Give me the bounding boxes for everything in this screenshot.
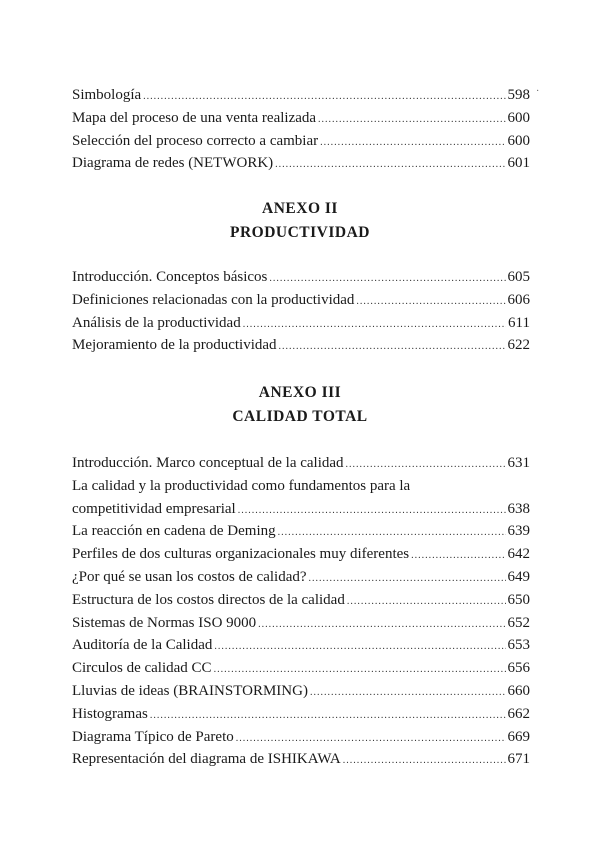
dot-leader: [343, 750, 506, 773]
toc-entry-page: 642: [507, 546, 530, 563]
dot-leader: [275, 154, 505, 177]
dot-leader: [150, 705, 506, 728]
toc-entry-page: 669: [507, 728, 530, 745]
toc-entry-title: Auditoría de la Calidad: [72, 637, 213, 654]
dot-leader: [243, 314, 506, 337]
toc-entry[interactable]: [72, 566, 530, 589]
toc-entry-page: 611: [508, 314, 530, 331]
toc-entry[interactable]: [72, 452, 530, 475]
toc-entry[interactable]: [72, 748, 530, 771]
toc-entry-title: Análisis de la productividad: [72, 314, 241, 331]
dot-leader: [143, 86, 505, 109]
toc-entry-page: 649: [507, 568, 530, 585]
toc-entry[interactable]: [72, 612, 530, 635]
toc-entry-page: 652: [507, 614, 530, 631]
toc-entry-page: 660: [507, 682, 530, 699]
toc-entry[interactable]: [72, 543, 530, 566]
toc-entry-title: Introducción. Marco conceptual de la calidad: [72, 455, 344, 471]
toc-entry-title: Mejoramiento de la productividad: [72, 337, 277, 354]
toc-entry[interactable]: [72, 266, 530, 289]
anexo-3-heading: ANEXO III: [258, 384, 342, 401]
toc-entry[interactable]: [72, 520, 530, 543]
anexo-2-heading: ANEXO II: [262, 200, 338, 217]
toc-entry[interactable]: [72, 703, 530, 726]
dot-leader: [278, 522, 506, 545]
toc-entry[interactable]: [72, 152, 530, 175]
dot-leader: [318, 109, 505, 132]
toc-section-anexo-2: [72, 266, 530, 357]
toc-entry-title: Introducción. Conceptos básicos: [72, 269, 268, 285]
dot-leader: [347, 591, 506, 614]
dot-leader: [214, 636, 505, 659]
toc-entry[interactable]: [72, 726, 530, 749]
toc-entry-title: Diagrama de redes (NETWORK): [72, 155, 274, 172]
toc-entry-page: 622: [507, 337, 530, 354]
toc-entry-title: Definiciones relacionadas con la productividad: [72, 291, 355, 308]
toc-entry[interactable]: [72, 107, 530, 130]
toc-section-top: [72, 84, 530, 175]
toc-entry-continued[interactable]: [72, 475, 530, 498]
toc-entry-title: Lluvias de ideas (BRAINSTORMING): [72, 682, 308, 699]
toc-section-anexo-3: [72, 452, 530, 771]
toc-entry-page: 662: [507, 705, 530, 722]
toc-entry-title: Circulos de calidad CC: [72, 660, 212, 677]
dot-leader: [309, 568, 506, 591]
toc-entry-page: 601: [507, 155, 530, 172]
toc-entry[interactable]: [72, 498, 530, 521]
toc-entry-page: 656: [507, 660, 530, 677]
toc-entry[interactable]: [72, 84, 530, 107]
toc-entry-title: Histogramas: [72, 705, 148, 722]
dot-leader: [238, 500, 506, 523]
toc-entry-title: Diagrama Típico de Pareto: [72, 728, 234, 745]
dot-leader: [320, 132, 505, 155]
toc-entry-title: competitividad empresarial: [72, 500, 236, 517]
toc-entry[interactable]: [72, 312, 530, 335]
toc-entry[interactable]: [72, 657, 530, 680]
toc-entry-page: 631: [507, 455, 530, 471]
dot-leader: [214, 659, 506, 682]
dot-leader: [279, 336, 506, 359]
dot-leader: [258, 614, 505, 637]
dot-leader: [269, 268, 505, 291]
toc-entry-title: Simbología: [72, 87, 142, 103]
scan-mark: ·: [536, 86, 540, 97]
toc-entry[interactable]: [72, 130, 530, 153]
dot-leader: [236, 728, 506, 751]
toc-entry-title: Perfiles de dos culturas organizacionales muy diferentes: [72, 546, 410, 563]
toc-entry-title: Selección del proceso correcto a cambiar: [72, 132, 319, 149]
toc-entry-page: 606: [507, 291, 530, 308]
toc-entry-page: 600: [507, 109, 530, 126]
toc-entry[interactable]: [72, 589, 530, 612]
toc-entry-page: 639: [507, 523, 530, 540]
dot-leader: [411, 545, 505, 568]
anexo-3-subheading: CALIDAD TOTAL: [232, 408, 368, 425]
toc-entry[interactable]: [72, 634, 530, 657]
toc-entry-title: La calidad y la productividad como fundamentos para la: [72, 477, 411, 494]
toc-entry-page: 671: [507, 751, 530, 768]
toc-entry-page: 600: [507, 132, 530, 149]
toc-entry[interactable]: [72, 289, 530, 312]
dot-leader: [346, 454, 506, 477]
toc-entry-title: Sistemas de Normas ISO 9000: [72, 614, 257, 631]
anexo-2-subheading: PRODUCTIVIDAD: [230, 224, 370, 241]
toc-entry[interactable]: [72, 680, 530, 703]
toc-entry[interactable]: [72, 334, 530, 357]
toc-entry-title: Mapa del proceso de una venta realizada: [72, 109, 317, 126]
toc-entry-page: 605: [507, 269, 530, 285]
toc-entry-title: Representación del diagrama de ISHIKAWA: [72, 751, 341, 768]
toc-entry-page: 638: [507, 500, 530, 517]
toc-entry-title: La reacción en cadena de Deming: [72, 523, 276, 540]
toc-entry-page: 653: [507, 637, 530, 654]
toc-entry-page: 650: [507, 591, 530, 608]
dot-leader: [356, 291, 505, 314]
toc-entry-page: 598: [507, 87, 530, 103]
dot-leader: [310, 682, 506, 705]
toc-entry-title: ¿Por qué se usan los costos de calidad?: [72, 568, 307, 585]
toc-entry-title: Estructura de los costos directos de la calidad: [72, 591, 345, 608]
